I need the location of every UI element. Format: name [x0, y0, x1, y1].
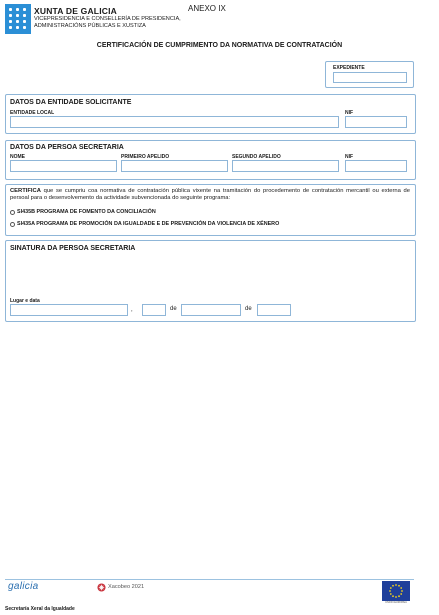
first-surname-field[interactable]: [121, 160, 228, 172]
org-name: XUNTA DE GALICIA: [34, 6, 118, 16]
comma-separator: ,: [131, 307, 133, 313]
applicant-nif-field[interactable]: [345, 116, 407, 128]
name-label: NOME: [10, 154, 25, 160]
certification-lead: CERTIFICA: [10, 188, 41, 194]
applicant-section-title: DATOS DA ENTIDADE SOLICITANTE: [10, 99, 132, 106]
footer-divider: [5, 579, 414, 580]
place-date-label: Lugar e data: [10, 298, 40, 304]
secretary-nif-field[interactable]: [345, 160, 407, 172]
expediente-field[interactable]: [333, 72, 407, 83]
org-subtitle-line-1: VICEPRESIDENCIA E CONSELLERÍA DE PRESIDENCIA,: [34, 16, 181, 22]
xunta-logo-icon: [5, 4, 31, 34]
program-si435b-label: SI435B PROGRAMA DE FOMENTO DA CONCILIACIÓN: [17, 209, 156, 215]
eu-caption: UNIÓN EUROPEA: [385, 601, 407, 604]
galicia-logo: galicia: [8, 581, 39, 592]
second-surname-label: SEGUNDO APELIDO: [232, 154, 281, 160]
page-title: CERTIFICACIÓN DE CUMPRIMENTO DA NORMATIVA DE CONTRATACIÓN: [96, 42, 343, 49]
first-surname-label: PRIMEIRO APELIDO: [121, 154, 170, 160]
org-subtitle: [34, 16, 194, 29]
month-field[interactable]: [181, 304, 241, 316]
secretary-nif-label: NIF: [345, 154, 354, 160]
year-field[interactable]: [257, 304, 291, 316]
expediente-label: EXPEDIENTE: [333, 65, 365, 71]
secretary-section-title: DATOS DA PERSOA SECRETARIA: [10, 144, 124, 151]
de-separator-1: de: [170, 306, 177, 312]
program-si435b-radio[interactable]: [10, 210, 15, 215]
eu-flag-icon: [382, 581, 410, 601]
department-name: Secretaría Xeral da Igualdade: [5, 606, 75, 612]
local-entity-label: ENTIDADE LOCAL: [10, 110, 55, 116]
program-si435a-radio[interactable]: [10, 222, 15, 227]
de-separator-2: de: [245, 306, 252, 312]
name-field[interactable]: [10, 160, 117, 172]
second-surname-field[interactable]: [232, 160, 339, 172]
org-subtitle-line-2: ADMINISTRACIÓNS PÚBLICAS E XUSTIZA: [34, 22, 146, 29]
certification-text: [10, 188, 410, 202]
local-entity-field[interactable]: [10, 116, 339, 128]
program-si435a-label: SI435A PROGRAMA DE PROMOCIÓN DA IGUALDADE E DE PREVENCIÓN DA VIOLENCIA DE XÉNERO: [17, 221, 280, 227]
signature-section-title: SINATURA DA PERSOA SECRETARIA: [10, 245, 136, 252]
annex-label: ANEXO IX: [188, 4, 226, 13]
xacobeo-logo: Xacobeo 2021: [108, 584, 145, 590]
applicant-nif-label: NIF: [345, 110, 354, 116]
place-field[interactable]: [10, 304, 128, 316]
day-field[interactable]: [142, 304, 166, 316]
certification-body: que se cumpriu coa normativa de contratación pública vixente na tramitación do procedemento de contratación mercantil ou externa de persoal para o desenvolvemento da actividade subvencionada do seguinte programa:: [10, 188, 410, 201]
xacobeo-icon: [97, 583, 106, 592]
